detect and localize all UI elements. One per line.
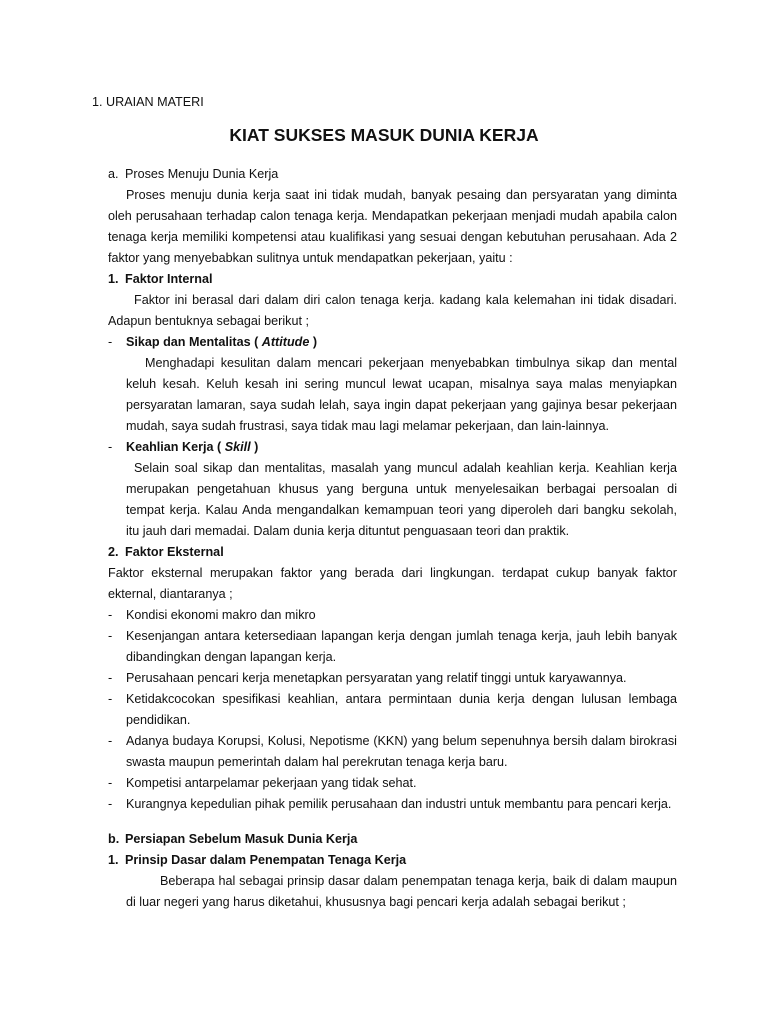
prinsip-heading (108, 850, 677, 870)
attitude-close: ) (312, 335, 318, 349)
subsection-b-marker: b. (108, 832, 120, 846)
eksternal-title: Faktor Eksternal (125, 545, 224, 559)
subsection-a-heading (108, 164, 677, 184)
paragraph-line: Faktor ini berasal dari dalam diri calon tenaga kerja. kadang kala kelemahan ini tidak disadari. (134, 293, 677, 307)
internal-heading (108, 269, 677, 289)
paragraph-line: persyaratan lamaran, saya sudah lelah, saya ingin dapat pekerjaan yang gajinya besar pekerjaan (126, 398, 677, 412)
eksternal-heading (108, 542, 677, 562)
subsection-b-title: Persiapan Sebelum Masuk Dunia Kerja (125, 832, 358, 846)
paragraph-line: Faktor eksternal merupakan faktor yang berada dari lingkungan. terdapat cukup banyak faktor (108, 566, 677, 580)
subsection-b-heading (108, 829, 677, 849)
list-item-continuation: dibandingkan dengan lapangan kerja. (126, 650, 337, 664)
internal-number: 1. (108, 272, 119, 286)
attitude-heading (126, 332, 677, 352)
eksternal-number: 2. (108, 545, 119, 559)
subsection-a-marker: a. (108, 167, 119, 181)
skill-close: ) (254, 440, 259, 454)
paragraph-line: Beberapa hal sebagai prinsip dasar dalam penempatan tenaga kerja, baik di dalam maupun (160, 874, 677, 888)
attitude-label: Sikap dan Mentalitas ( (126, 335, 259, 349)
paragraph-line: merupakan pengetahuan khusus yang berguna untuk menyelesaikan berbagai persoalan di (126, 482, 677, 496)
list-item: Kurangnya kepedulian pihak pemilik perusahaan dan industri untuk membantu para pencari kerja. (126, 797, 672, 811)
prinsip-number: 1. (108, 853, 119, 867)
paragraph-line: di luar negeri yang harus diketahui, khususnya bagi pencari kerja adalah sebagai berikut ; (126, 895, 626, 909)
paragraph-line: Adapun bentuknya sebagai berikut ; (108, 314, 309, 328)
list-dash: - (108, 608, 113, 622)
list-item-continuation: swasta maupun pemerintah dalam hal perekrutan tenaga kerja baru. (126, 755, 508, 769)
list-dash: - (108, 734, 113, 748)
subsection-a-title: Proses Menuju Dunia Kerja (125, 167, 279, 181)
list-dash: - (108, 671, 113, 685)
paragraph-line: Menghadapi kesulitan dalam mencari pekerjaan menyebabkan timbulnya sikap dan mental (145, 356, 677, 370)
skill-heading (126, 437, 677, 457)
skill-label: Keahlian Kerja ( (126, 440, 222, 454)
prinsip-title: Prinsip Dasar dalam Penempatan Tenaga Kerja (125, 853, 407, 867)
attitude-term: Attitude (261, 335, 310, 349)
list-dash: - (108, 692, 113, 706)
list-item: Perusahaan pencari kerja menetapkan persyaratan yang relatif tinggi untuk karyawannya. (126, 671, 627, 685)
list-dash: - (108, 440, 113, 454)
list-item: Kondisi ekonomi makro dan mikro (126, 608, 316, 622)
list-item: Kompetisi antarpelamar pekerjaan yang tidak sehat. (126, 776, 417, 790)
skill-term: Skill (224, 440, 251, 454)
paragraph-line: Selain soal sikap dan mentalitas, masalah yang muncul adalah keahlian kerja. Keahlian kerja (134, 461, 677, 475)
paragraph-line: itu jauh dari memadai. Dalam dunia kerja dituntut penguasaan teori dan praktik. (126, 524, 570, 538)
paragraph-line: faktor yang menyebabkan sulitnya untuk mendapatkan pekerjaan, yaitu : (108, 251, 513, 265)
paragraph-line: ekternal, diantaranya ; (108, 587, 233, 601)
list-dash: - (108, 335, 113, 349)
list-item: Kesenjangan antara ketersediaan lapangan kerja dengan jumlah tenaga kerja, jauh lebih banyak (126, 629, 677, 643)
paragraph-line: keluh kesah. Keluh kesah ini sering muncul lewat ucapan, misalnya saya malas menyiapkan (126, 377, 677, 391)
paragraph-line: Proses menuju dunia kerja saat ini tidak mudah, banyak pesaing dan persyaratan yang diminta (126, 188, 677, 202)
list-dash: - (108, 797, 113, 811)
paragraph-line: oleh perusahaan terhadap calon tenaga kerja. Mendapatkan pekerjaan menjadi mudah apabila calon (108, 209, 677, 223)
list-dash: - (108, 776, 113, 790)
list-item-continuation: pendidikan. (126, 713, 191, 727)
paragraph-line: mudah, saya sudah frustrasi, saya tidak mau lagi melamar pekerjaan, dan lain-lainnya. (126, 419, 610, 433)
section-heading: 1. URAIAN MATERI (92, 95, 204, 109)
paragraph-line: tenaga kerja memiliki kompetensi atau kualifikasi yang sesuai dengan kebutuhan perusahaan. Ada 2 (108, 230, 677, 244)
internal-title: Faktor Internal (125, 272, 213, 286)
list-item: Ketidakcocokan spesifikasi keahlian, antara permintaan dunia kerja dengan lulusan lembaga (126, 692, 677, 706)
list-item: Adanya budaya Korupsi, Kolusi, Nepotisme (KKN) yang belum sepenuhnya bersih dalam birokrasi (126, 734, 677, 748)
list-dash: - (108, 629, 113, 643)
document-title: KIAT SUKSES MASUK DUNIA KERJA (229, 125, 539, 145)
paragraph-line: tempat kerja. Kalau Anda mengandalkan kemampuan teori yang diperoleh dari bangku sekolah, (126, 503, 677, 517)
